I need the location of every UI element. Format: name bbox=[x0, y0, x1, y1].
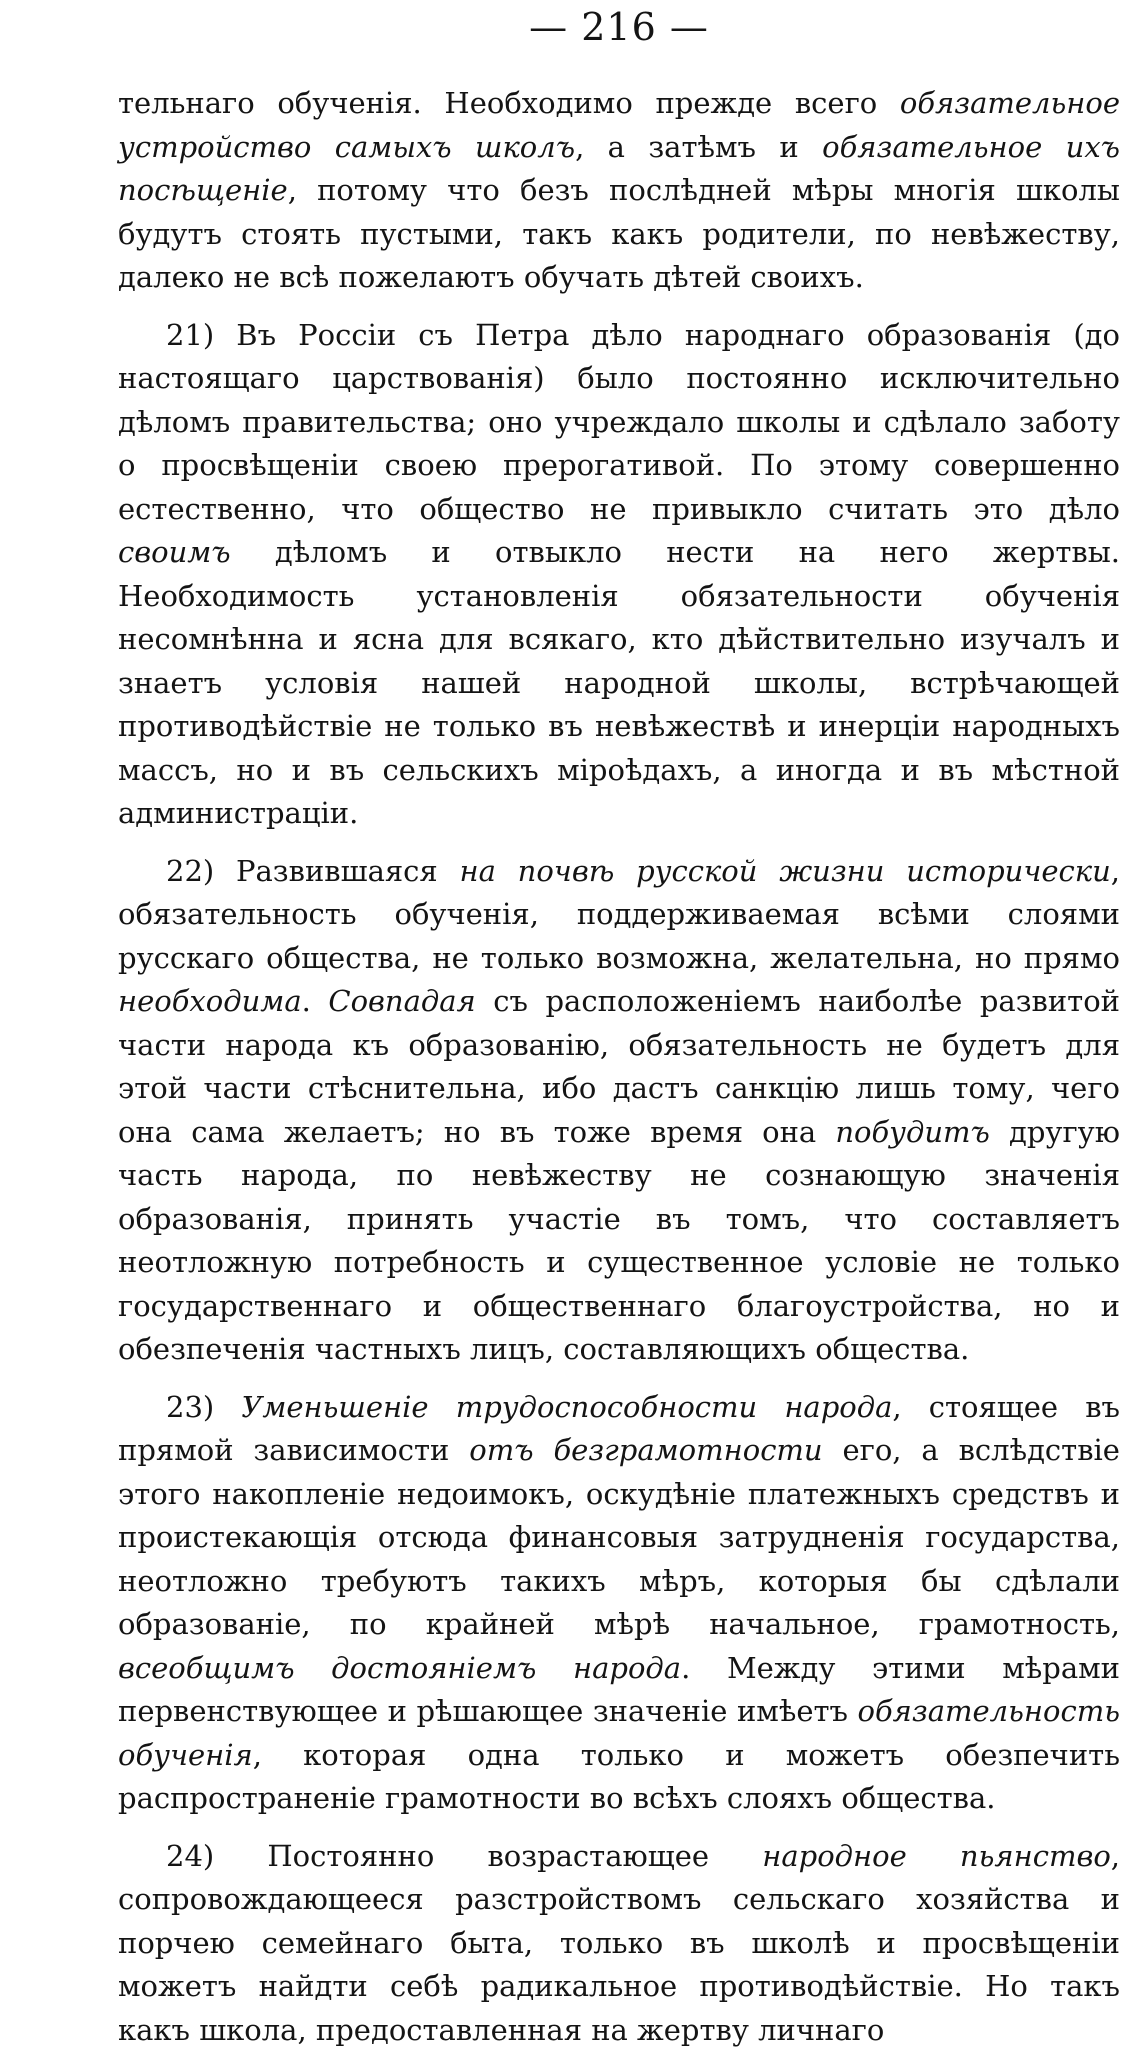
text-run: 21) Въ Россіи съ Петра дѣло народнаго образованія (до настоящаго царствованія) было постоянно исключительно дѣломъ правительства; оно учреждало школы и сдѣлало заботу о просвѣщеніи своею прерогативой. По этому совершенно естественно, что общество не привыкло считать это дѣло bbox=[118, 318, 1120, 526]
text-run: , которая одна только и можетъ обезпечить распространеніе грамотности во всѣхъ слояхъ общества. bbox=[118, 1738, 1120, 1816]
text-run: 23) bbox=[166, 1390, 241, 1424]
page-number: — 216 — bbox=[118, 4, 1120, 50]
text-run: съ расположеніемъ наиболѣе развитой части народа къ образованію, обязательность не будетъ для этой части стѣснительна, ибо дастъ санкцію лишь тому, чего она сама желаетъ; но въ тоже время она bbox=[118, 984, 1120, 1149]
text-run: . Между этими мѣрами первенствующее и рѣшающее значеніе имѣетъ bbox=[118, 1651, 1120, 1729]
paragraph-point-21 bbox=[118, 314, 1120, 836]
text-run: , обязательность обученія, поддерживаемая всѣми слоями русскаго общества, не только возможна, желательна, но прямо bbox=[118, 854, 1120, 975]
text-run: 24) Постоянно возрастающее bbox=[166, 1839, 762, 1873]
italic-phrase: побудитъ bbox=[835, 1115, 990, 1149]
italic-phrase: отъ безграмотности bbox=[469, 1433, 822, 1467]
text-run: его, а вслѣдствіе этого накопленіе недоимокъ, оскудѣніе платежныхъ средствъ и проистекающія отсюда финансовыя затрудненія государства, неотложно требуютъ такихъ мѣръ, которыя бы сдѣлали образованіе, по крайней мѣрѣ начальное, грамотность, bbox=[118, 1433, 1120, 1641]
text-run: 22) Развившаяся bbox=[166, 854, 459, 888]
paragraph-point-24 bbox=[118, 1835, 1120, 2052]
italic-phrase: Уменьшеніе трудоспособности народа bbox=[241, 1390, 892, 1424]
text-run: тельнаго обученія. Необходимо прежде всего bbox=[118, 86, 900, 120]
text-run: , стоящее въ прямой зависимости bbox=[118, 1390, 1120, 1468]
italic-phrase: своимъ bbox=[118, 535, 231, 569]
italic-phrase: народное пьянство bbox=[762, 1839, 1111, 1873]
italic-phrase: на почвѣ русской жизни исторически bbox=[459, 854, 1110, 888]
paragraph-continuation bbox=[118, 82, 1120, 300]
text-run: , потому что безъ послѣдней мѣры многія школы будутъ стоять пустыми, такъ какъ родители, по невѣжеству, далеко не всѣ пожелаютъ обучать дѣтей своихъ. bbox=[118, 173, 1120, 294]
italic-phrase: обязательное устройство самыхъ школъ bbox=[118, 86, 1120, 164]
text-run: другую часть народа, по невѣжеству не сознающую значенія образованія, принять участіе въ томъ, что составляетъ неотложную потребность и существенное условіе не только государственнаго и общественнаго благоустройства, но и обезпеченія частныхъ лицъ, составляющихъ общества. bbox=[118, 1115, 1120, 1367]
italic-phrase: необходима bbox=[118, 984, 302, 1018]
italic-phrase: Совпадая bbox=[328, 984, 475, 1018]
book-page bbox=[118, 0, 1120, 1853]
italic-phrase: обязательность обученія bbox=[118, 1694, 1120, 1772]
text-run: , а затѣмъ и bbox=[575, 130, 822, 164]
italic-phrase: всеобщимъ достояніемъ народа bbox=[118, 1651, 681, 1685]
text-run: дѣломъ и отвыкло нести на него жертвы. Необходимость установленія обязательности обученія несомнѣнна и ясна для всякаго, кто дѣйствительно изучалъ и знаетъ условія нашей народной школы, встрѣчающей противодѣйствіе не только въ невѣжествѣ и инерціи народныхъ массъ, но и въ сельскихъ міроѣдахъ, а иногда и въ мѣстной администраціи. bbox=[118, 535, 1120, 830]
text-run: , сопровождающееся разстройствомъ сельскаго хозяйства и порчею семейнаго быта, только въ школѣ и просвѣщеніи можетъ найдти себѣ радикальное противодѣйствіе. Но такъ какъ школа, предоставленная на жертву личнаго bbox=[118, 1839, 1120, 2047]
body-text bbox=[118, 82, 1120, 2052]
text-run: . bbox=[302, 984, 329, 1018]
paragraph-point-22 bbox=[118, 850, 1120, 1372]
paragraph-point-23 bbox=[118, 1386, 1120, 1821]
italic-phrase: обязательное ихъ посѣщеніе bbox=[118, 130, 1120, 208]
